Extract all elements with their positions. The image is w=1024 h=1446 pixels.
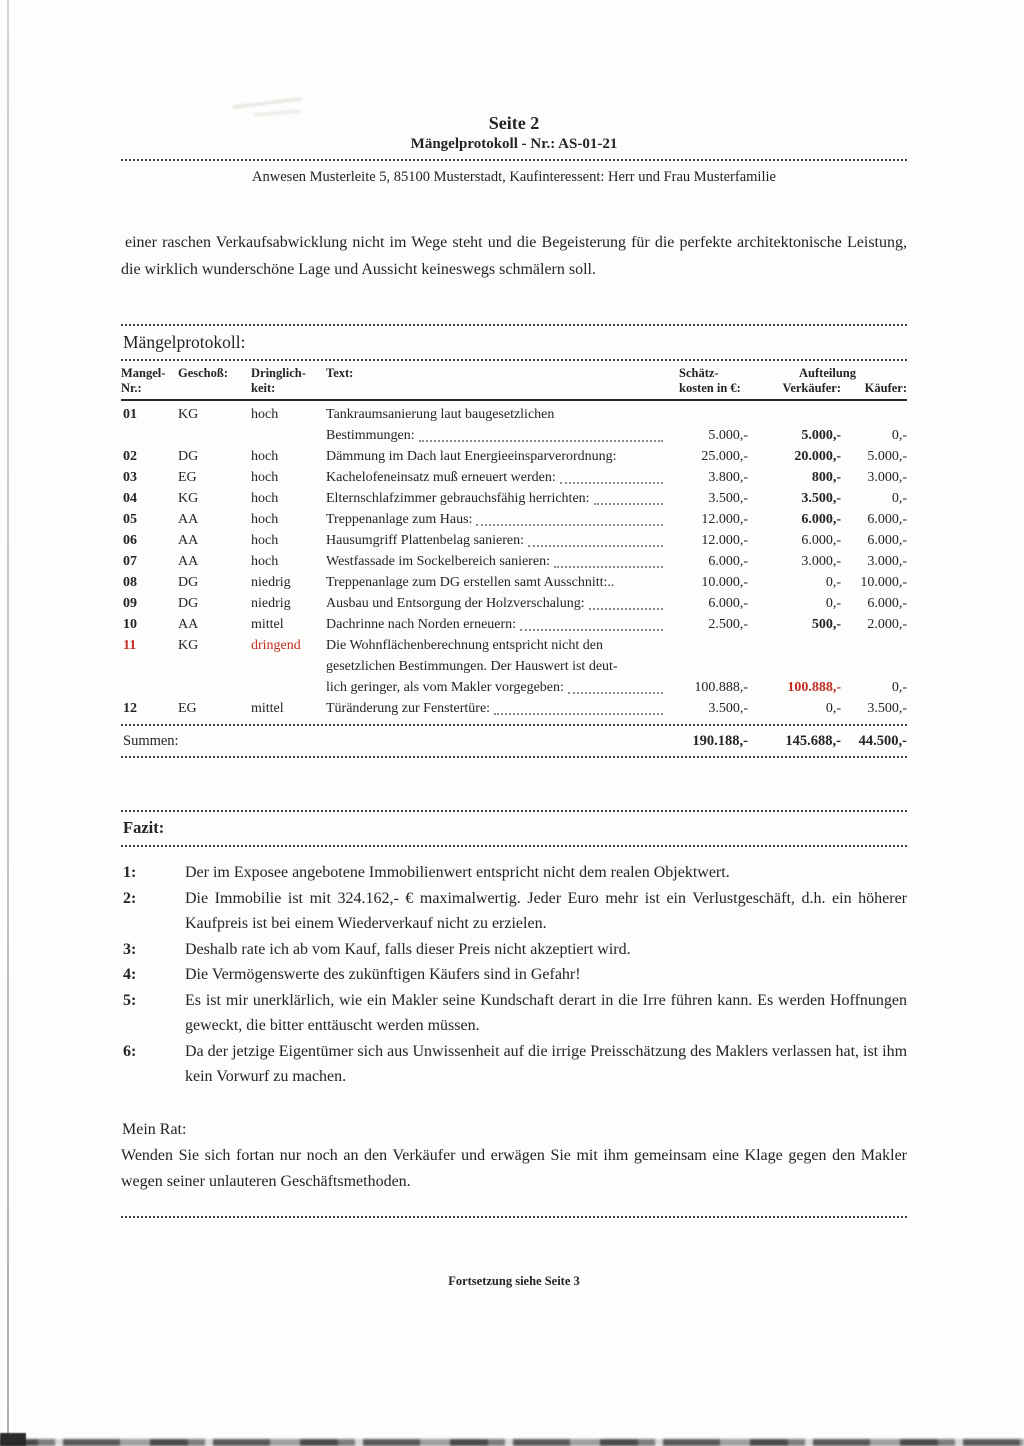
table-row [121, 530, 907, 551]
table-row [121, 572, 907, 593]
fazit-item-number: 4: [123, 966, 137, 983]
page-content [121, 0, 907, 1289]
fazit-item-text: Deshalb rate ich ab vom Kauf, falls dieser Preis nicht akzeptiert wird. [185, 940, 631, 958]
fazit-item-text: Die Vermögenswerte des zukünftigen Käufers sind in Gefahr! [185, 966, 581, 983]
cell-kaeufer: 6.000,- [867, 596, 907, 611]
col-header-mangel-nr: Mangel- Nr.: [121, 366, 166, 395]
cell-mangel-nr: 04 [123, 491, 137, 506]
cell-text: Treppenanlage zum Haus: [326, 509, 665, 530]
cell-geschoss: AA [178, 512, 199, 527]
fazit-item-number: 2: [123, 889, 137, 907]
table-row [121, 593, 907, 614]
table-row [121, 446, 907, 467]
cell-verkaeufer: 3.000,- [801, 554, 841, 569]
fazit-item [121, 886, 907, 937]
cell-schaetzkosten: 100.888,- [694, 680, 748, 695]
cell-schaetzkosten: 25.000,- [701, 449, 748, 464]
cell-schaetzkosten: 2.500,- [708, 617, 748, 632]
cell-dringlichkeit: hoch [251, 533, 279, 548]
cell-text: Hausumgriff Plattenbelag sanieren: [326, 530, 665, 551]
divider-line [121, 1216, 907, 1218]
table-row [121, 488, 907, 509]
cell-text: Dachrinne nach Norden erneuern: [326, 614, 665, 635]
cell-verkaeufer: 0,- [825, 701, 841, 716]
fazit-item-number: 3: [123, 940, 137, 958]
fazit-item [121, 860, 907, 886]
col-header-geschoss: Geschoß: [178, 366, 228, 380]
cell-schaetzkosten: 12.000,- [701, 512, 748, 527]
cell-verkaeufer: 3.500,- [801, 491, 841, 506]
fazit-item-number: 5: [123, 991, 137, 1009]
total-schaetzkosten: 190.188,- [692, 733, 748, 749]
cell-geschoss: AA [178, 554, 199, 569]
fazit-item-text: Die Immobilie ist mit 324.162,- € maximalwertig. Jeder Euro mehr ist ein Verlustgeschäft, d.h. ein höherer Kaufpreis ist bei einem Wiederverkauf nicht zu erzielen. [185, 889, 907, 932]
divider-line [121, 845, 907, 847]
cell-geschoss: AA [178, 533, 199, 548]
defect-table-section [121, 324, 907, 758]
cell-text: Tankraumsanierung laut baugesetzlichen Bestimmungen: [326, 404, 665, 446]
cell-text: Treppenanlage zum DG erstellen samt Ausschnitt:.. [326, 575, 615, 590]
divider-line [121, 159, 907, 161]
cell-verkaeufer: 0,- [825, 596, 841, 611]
table-row [121, 614, 907, 635]
cell-mangel-nr: 10 [123, 617, 137, 632]
cell-mangel-nr: 09 [123, 596, 137, 611]
fazit-item-number: 6: [123, 1042, 137, 1060]
col-header-kaeufer: Käufer: [864, 381, 907, 395]
cell-text: Elternschlafzimmer gebrauchsfähig herrichten: [326, 488, 665, 509]
fazit-item-text: Da der jetzige Eigentümer sich aus Unwissenheit auf die irrige Preisschätzung des Maklers verlassen hat, ist ihm kein Vorwurf zu machen. [185, 1042, 908, 1085]
cell-geschoss: DG [178, 575, 199, 590]
cell-text: Die Wohnflächenberechnung entspricht nicht den gesetzlichen Bestimmungen. Der Hauswert ist deut- lich geringer, als vom Makler vorgegeben: [326, 635, 665, 698]
cell-kaeufer: 0,- [891, 680, 907, 695]
cell-geschoss: DG [178, 449, 199, 464]
cell-dringlichkeit: dringend [251, 638, 301, 653]
cell-schaetzkosten: 3.500,- [708, 701, 748, 716]
fazit-section [121, 810, 907, 1090]
cell-dringlichkeit: hoch [251, 449, 279, 464]
fazit-item-text: Es ist mir unerklärlich, wie ein Makler seine Kundschaft derart in die Irre führen kann. Es werden Hoffnungen geweckt, die bitter enttäuscht werden müssen. [185, 991, 907, 1034]
cell-mangel-nr: 03 [123, 470, 137, 485]
continuation-note: Fortsetzung siehe Seite 3 [448, 1273, 580, 1288]
cell-verkaeufer: 6.000,- [801, 533, 841, 548]
cell-schaetzkosten: 5.000,- [708, 428, 748, 443]
cell-kaeufer: 6.000,- [867, 512, 907, 527]
scan-bottom-artifact [0, 1439, 1024, 1446]
fazit-item [121, 1039, 907, 1090]
fazit-list [121, 860, 907, 1090]
cell-schaetzkosten: 3.800,- [708, 470, 748, 485]
fazit-item-number: 1: [123, 864, 137, 881]
cell-mangel-nr: 05 [123, 512, 137, 527]
document-header [121, 0, 907, 186]
cell-kaeufer: 3.500,- [867, 701, 907, 716]
table-rows [121, 401, 907, 719]
cell-text: Westfassade im Sockelbereich sanieren: [326, 551, 665, 572]
cell-mangel-nr: 11 [123, 638, 137, 653]
cell-verkaeufer: 0,- [825, 575, 841, 590]
cell-dringlichkeit: mittel [251, 617, 284, 632]
cell-mangel-nr: 07 [123, 554, 137, 569]
fazit-item-text: Der im Exposee angebotene Immobilienwert entspricht nicht dem realen Objektwert. [185, 864, 730, 881]
fazit-item [121, 937, 907, 963]
cell-geschoss: EG [178, 701, 197, 716]
col-header-schaetzkosten: Schätz- kosten in €: [679, 366, 741, 395]
cell-dringlichkeit: niedrig [251, 596, 291, 611]
cell-mangel-nr: 01 [123, 407, 137, 422]
cell-text: Dämmung im Dach laut Energieeinsparverordnung: [326, 449, 617, 464]
scan-edge-artifact [7, 0, 9, 1446]
cell-geschoss: KG [178, 491, 199, 506]
col-header-verkaeufer: Verkäufer: [782, 381, 841, 395]
fazit-item [121, 988, 907, 1039]
totals-row [121, 726, 907, 756]
cell-dringlichkeit: niedrig [251, 575, 291, 590]
cell-verkaeufer: 6.000,- [801, 512, 841, 527]
cell-schaetzkosten: 6.000,- [708, 596, 748, 611]
col-header-text: Text: [326, 366, 354, 380]
cell-kaeufer: 10.000,- [860, 575, 907, 590]
cell-kaeufer: 0,- [891, 491, 907, 506]
cell-text: Kachelofeneinsatz muß erneuert werden: [326, 467, 665, 488]
total-kaeufer: 44.500,- [858, 733, 907, 749]
cell-dringlichkeit: hoch [251, 554, 279, 569]
table-header-row [121, 361, 907, 401]
address-line: Anwesen Musterleite 5, 85100 Musterstadt, Kaufinteressent: Herr und Frau Musterfamilie [252, 169, 776, 185]
section-title: Mängelprotokoll: [123, 332, 246, 352]
cell-schaetzkosten: 3.500,- [708, 491, 748, 506]
cell-verkaeufer: 800,- [811, 470, 841, 485]
cell-dringlichkeit: hoch [251, 470, 279, 485]
page-number-title: Seite 2 [488, 113, 540, 133]
totals-label: Summen: [123, 733, 179, 749]
cell-mangel-nr: 12 [123, 701, 137, 716]
table-row [121, 551, 907, 572]
cell-mangel-nr: 02 [123, 449, 137, 464]
cell-dringlichkeit: hoch [251, 491, 279, 506]
table-row [121, 404, 907, 446]
cell-kaeufer: 3.000,- [867, 470, 907, 485]
fazit-item [121, 962, 907, 988]
cell-geschoss: KG [178, 407, 199, 422]
cell-kaeufer: 2.000,- [867, 617, 907, 632]
cell-geschoss: DG [178, 596, 199, 611]
cell-dringlichkeit: hoch [251, 512, 279, 527]
advice-text: Wenden Sie sich fortan nur noch an den Verkäufer und erwägen Sie mit ihm gemeinsam eine Klage gegen den Makler wegen seiner unlauteren Geschäftsmethoden. [121, 1146, 907, 1190]
divider-line [121, 756, 907, 758]
table-row [121, 467, 907, 488]
col-header-dringlichkeit: Dringlich- keit: [251, 366, 306, 395]
intro-paragraph: einer raschen Verkaufsabwicklung nicht im Wege steht und die Begeisterung für die perfekte architektonische Leistung, die wirklich wunderschöne Lage und Aussicht keineswegs schmälern soll. [121, 234, 907, 278]
table-row [121, 698, 907, 719]
cell-geschoss: KG [178, 638, 199, 653]
cell-geschoss: AA [178, 617, 199, 632]
table-row [121, 635, 907, 698]
cell-verkaeufer: 5.000,- [801, 428, 841, 443]
cell-schaetzkosten: 12.000,- [701, 533, 748, 548]
cell-kaeufer: 3.000,- [867, 554, 907, 569]
cell-schaetzkosten: 6.000,- [708, 554, 748, 569]
cell-kaeufer: 6.000,- [867, 533, 907, 548]
cell-geschoss: EG [178, 470, 197, 485]
cell-text: Ausbau und Entsorgung der Holzverschalung: [326, 593, 665, 614]
cell-mangel-nr: 08 [123, 575, 137, 590]
cell-text: Türänderung zur Fenstertüre: [326, 698, 665, 719]
cell-verkaeufer: 100.888,- [787, 680, 841, 695]
scan-corner-artifact [0, 1433, 26, 1446]
cell-schaetzkosten: 10.000,- [701, 575, 748, 590]
cell-kaeufer: 0,- [891, 428, 907, 443]
cell-dringlichkeit: hoch [251, 407, 279, 422]
advice-title: Mein Rat: [122, 1120, 187, 1138]
table-row [121, 509, 907, 530]
cell-dringlichkeit: mittel [251, 701, 284, 716]
cell-mangel-nr: 06 [123, 533, 137, 548]
cell-verkaeufer: 500,- [811, 617, 841, 632]
fazit-title: Fazit: [123, 818, 165, 837]
cell-verkaeufer: 20.000,- [794, 449, 841, 464]
cell-kaeufer: 5.000,- [867, 449, 907, 464]
document-title: Mängelprotokoll - Nr.: AS-01-21 [410, 136, 618, 152]
col-header-aufteilung: Aufteilung Verkäufer: Käufer: [748, 366, 907, 396]
total-verkaeufer: 145.688,- [785, 733, 841, 749]
advice-section [121, 1117, 907, 1195]
